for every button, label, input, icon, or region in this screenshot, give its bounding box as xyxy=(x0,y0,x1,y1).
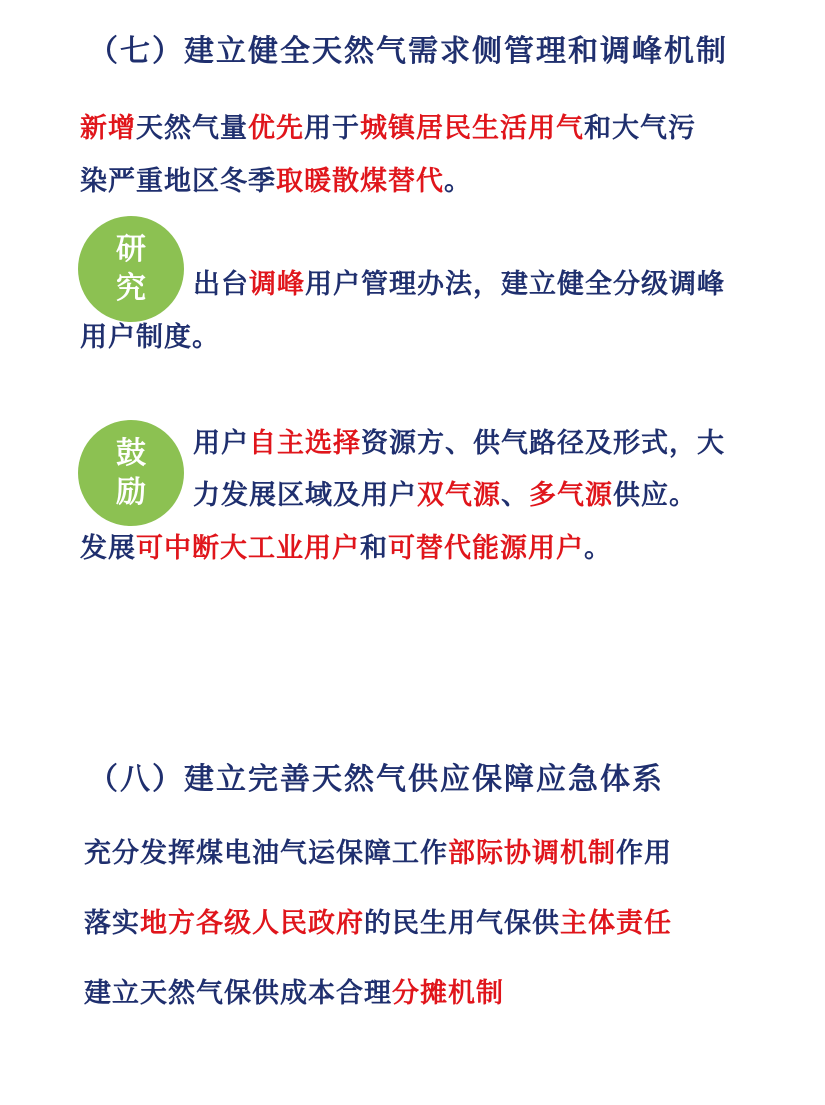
highlight-text: 调峰 xyxy=(249,269,305,300)
section-8-heading: （八）建立完善天然气供应保障应急体系 xyxy=(88,762,664,797)
body-text: 和 xyxy=(360,533,388,564)
section-8-item-1 xyxy=(84,840,672,867)
research-badge xyxy=(78,216,184,322)
encourage-badge-char-1: 鼓 xyxy=(116,436,146,471)
body-text: 。 xyxy=(444,166,472,197)
highlight-text: 可中断大工业用户 xyxy=(136,533,360,564)
body-text: 用户管理办法，建立健全分级调峰 xyxy=(305,269,725,300)
body-text: 用户制度。 xyxy=(80,322,220,353)
highlight-text: 双气源 xyxy=(417,480,501,511)
body-text: 和大气污 xyxy=(584,113,696,144)
highlight-text: 自主选择 xyxy=(249,428,361,459)
section-7-heading: （七）建立健全天然气需求侧管理和调峰机制 xyxy=(88,34,728,69)
highlight-text: 部际协调机制 xyxy=(448,838,616,869)
body-text: 作用 xyxy=(616,838,672,869)
body-text: 用户 xyxy=(193,428,249,459)
body-text: 、 xyxy=(501,480,529,511)
body-text: 天然气量 xyxy=(136,113,248,144)
highlight-text: 分摊机制 xyxy=(392,978,504,1009)
body-text: 供应。 xyxy=(613,480,697,511)
body-text: 染严重地区冬季 xyxy=(80,166,276,197)
highlight-text: 可替代能源用户 xyxy=(388,533,584,564)
body-text: 用于 xyxy=(304,113,360,144)
para-3-line-1 xyxy=(193,430,725,457)
body-text: 落实 xyxy=(84,908,140,939)
highlight-text: 主体责任 xyxy=(560,908,672,939)
body-text: 资源方、供气路径及形式，大 xyxy=(361,428,725,459)
para-1-line-2 xyxy=(80,168,472,195)
encourage-badge-char-2: 励 xyxy=(116,475,146,510)
para-3-line-3 xyxy=(80,535,612,562)
encourage-badge xyxy=(78,420,184,526)
para-2-line-2 xyxy=(80,324,220,351)
para-2-line-1 xyxy=(193,271,725,298)
highlight-text: 新增 xyxy=(80,113,136,144)
highlight-text: 城镇居民生活用气 xyxy=(360,113,584,144)
body-text: 充分发挥煤电油气运保障工作 xyxy=(84,838,448,869)
para-3-line-2 xyxy=(193,482,697,509)
body-text: 。 xyxy=(584,533,612,564)
research-badge-char-2: 究 xyxy=(116,271,146,306)
section-8-item-3 xyxy=(84,980,504,1007)
highlight-text: 取暖散煤替代 xyxy=(276,166,444,197)
highlight-text: 多气源 xyxy=(529,480,613,511)
body-text: 的民生用气保供 xyxy=(364,908,560,939)
body-text: 发展 xyxy=(80,533,136,564)
research-badge-char-1: 研 xyxy=(116,232,146,267)
highlight-text: 地方各级人民政府 xyxy=(140,908,364,939)
body-text: 力发展区域及用户 xyxy=(193,480,417,511)
body-text: 建立天然气保供成本合理 xyxy=(84,978,392,1009)
section-8-item-2 xyxy=(84,910,672,937)
highlight-text: 优先 xyxy=(248,113,304,144)
body-text: 出台 xyxy=(193,269,249,300)
para-1-line-1 xyxy=(80,115,696,142)
